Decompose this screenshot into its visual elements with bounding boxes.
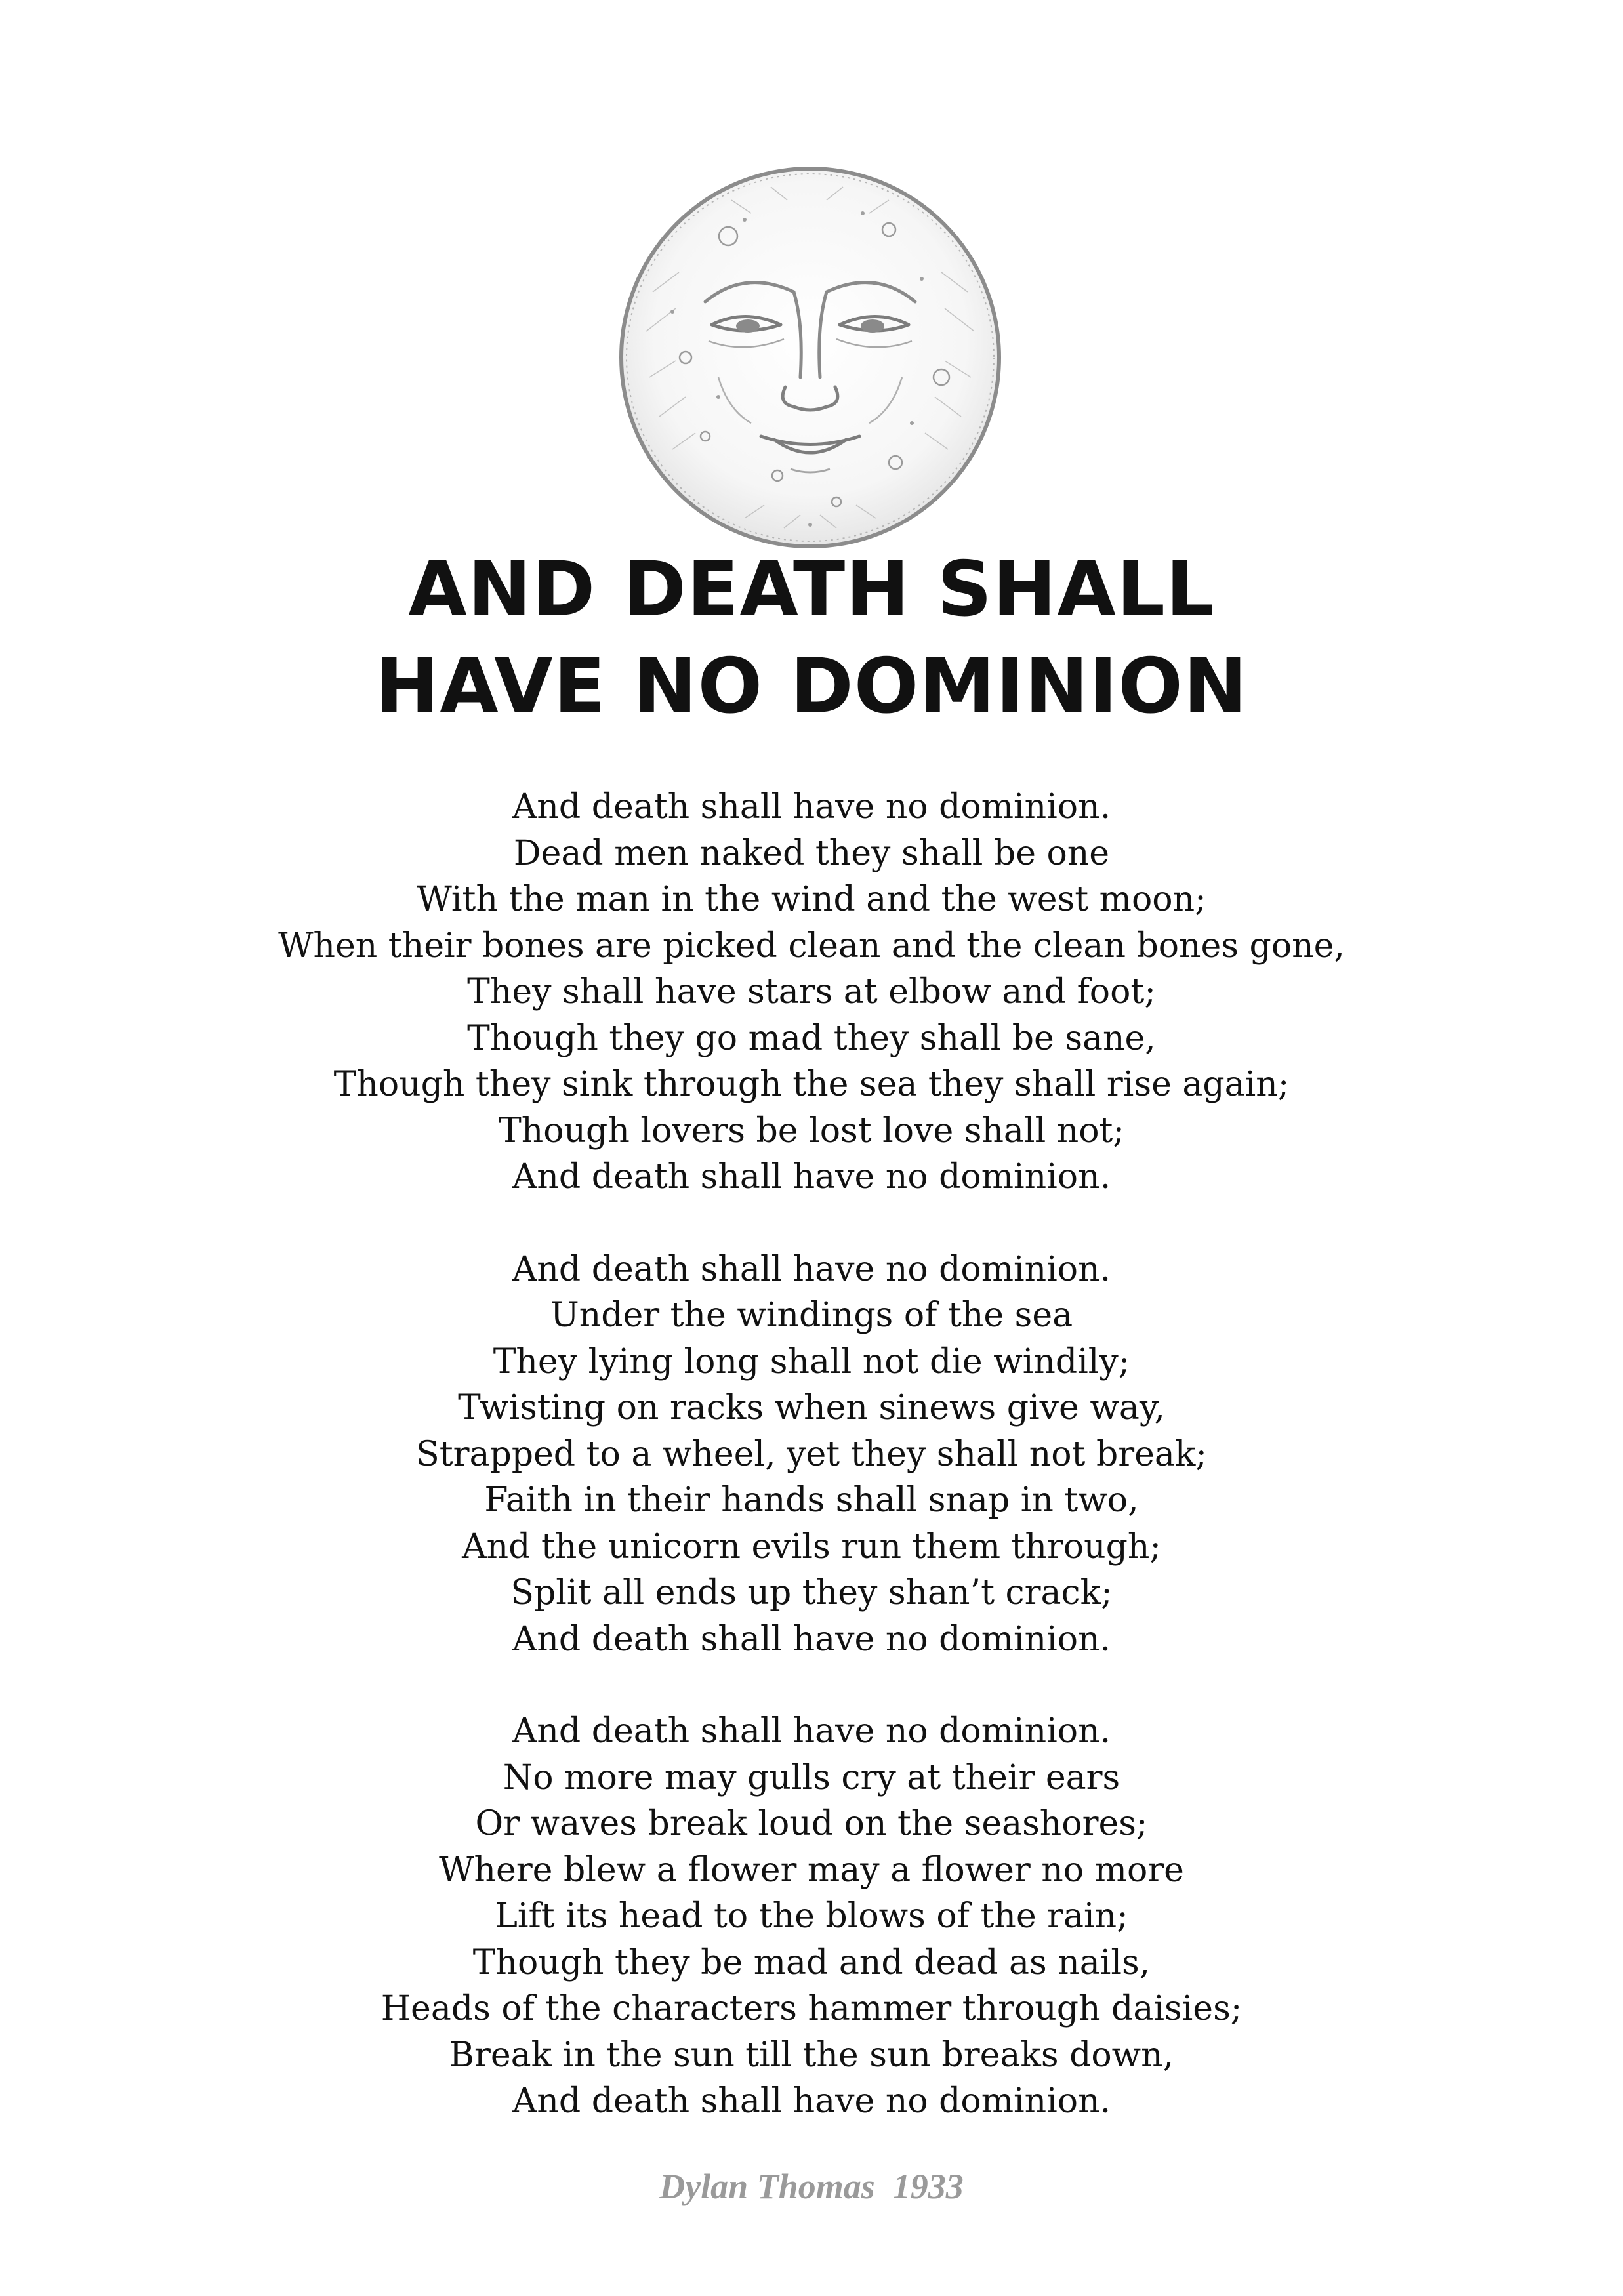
title-line-1: AND DEATH SHALL	[408, 545, 1215, 634]
poem-line: And the unicorn evils run them through;	[462, 1527, 1161, 1567]
poem-line: And death shall have no dominion.	[512, 1619, 1111, 1659]
poem-line: And death shall have no dominion.	[512, 1712, 1111, 1751]
poem-line: No more may gulls cry at their ears	[503, 1757, 1120, 1797]
poem-line: Or waves break loud on the seashores;	[475, 1804, 1148, 1843]
poem-line: Split all ends up they shan’t crack;	[510, 1573, 1113, 1612]
poem-line: With the man in the wind and the west moon;	[417, 880, 1206, 919]
poem-line: And death shall have no dominion.	[512, 2081, 1111, 2121]
poem-line: Twisting on racks when sinews give way,	[458, 1388, 1165, 1427]
moon-face-icon	[613, 161, 1007, 554]
stanza-3	[0, 1708, 1623, 2125]
poem-line: Where blew a flower may a flower no more	[439, 1850, 1184, 1890]
stanza-1	[0, 784, 1623, 1200]
poem-line: Dead men naked they shall be one	[513, 833, 1110, 873]
poem-title	[0, 541, 1623, 735]
poem-body	[0, 784, 1623, 2171]
poem-line: Heads of the characters hammer through daisies;	[380, 1989, 1243, 2028]
author-attribution: Dylan Thomas 1933	[659, 2167, 964, 2206]
poem-line: Lift its head to the blows of the rain;	[495, 1896, 1128, 1936]
poem-line: And death shall have no dominion.	[512, 1249, 1111, 1289]
poem-line: Break in the sun till the sun breaks down,	[449, 2035, 1174, 2075]
poem-line: And death shall have no dominion.	[512, 787, 1111, 827]
poem-line: Strapped to a wheel, yet they shall not break;	[416, 1434, 1207, 1474]
stanza-2	[0, 1246, 1623, 1663]
poem-line: They shall have stars at elbow and foot;	[467, 972, 1156, 1012]
poem-line: Though they sink through the sea they shall rise again;	[333, 1065, 1290, 1104]
poem-line: Faith in their hands shall snap in two,	[484, 1481, 1139, 1520]
poem-line: Though they go mad they shall be sane,	[467, 1018, 1156, 1058]
poem-line: And death shall have no dominion.	[512, 1157, 1111, 1197]
poem-line: They lying long shall not die windily;	[493, 1342, 1130, 1382]
poem-line: Though they be mad and dead as nails,	[472, 1942, 1151, 1982]
poem-line: Though lovers be lost love shall not;	[499, 1111, 1124, 1151]
title-line-2: HAVE NO DOMINION	[375, 642, 1248, 731]
poem-line: Under the windings of the sea	[550, 1296, 1073, 1335]
poem-line: When their bones are picked clean and the clean bones gone,	[278, 926, 1345, 966]
